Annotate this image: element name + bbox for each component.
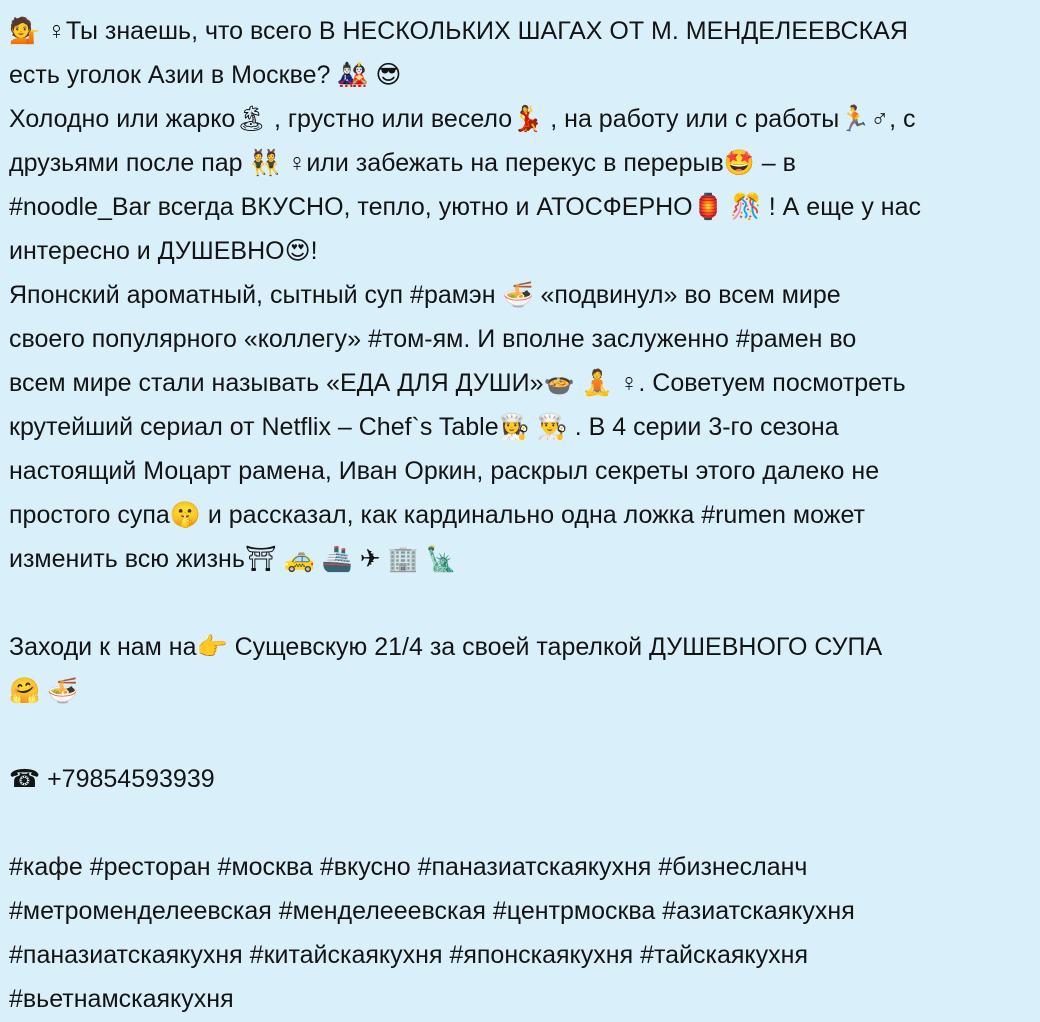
- hashtag-line: #кафе #ресторан #москва #вкусно #паназиатскаякухня #бизнесланч: [9, 853, 808, 881]
- text-line: есть уголок Азии в Москве? 🎎 😎: [9, 61, 402, 89]
- blank-line: [9, 581, 1039, 625]
- text-line: простого супа🤫 и рассказал, как кардинально одна ложка #rumen может: [9, 501, 865, 529]
- text-line: своего популярного «коллегу» #том-ям. И вполне заслуженно #рамен во: [9, 325, 857, 353]
- text-line: интересно и ДУШЕВНО😍!: [9, 237, 318, 265]
- text-line: друзьями после пар 👯 ♀или забежать на перекус в перерыв🤩 – в: [9, 149, 796, 177]
- text-line: 💁 ♀Ты знаешь, что всего В НЕСКОЛЬКИХ ШАГАХ ОТ М. МЕНДЕЛЕЕВСКАЯ: [9, 17, 908, 45]
- hashtag-line: #паназиатскаякухня #китайскаякухня #японскаякухня #тайскаякухня: [9, 941, 808, 969]
- text-line: всем мире стали называть «ЕДА ДЛЯ ДУШИ»🍲 🧘 ♀. Советуем посмотреть: [9, 369, 906, 397]
- text-line: крутейший сериал от Netflix – Chef`s Table👩‍🍳 👨‍🍳 . В 4 серии 3-го сезона: [9, 413, 839, 441]
- address-line: Заходи к нам на👉 Сущевскую 21/4 за своей тарелкой ДУШЕВНОГО СУПА: [9, 633, 883, 661]
- text-line: Холодно или жарко🏝 , грустно или весело💃 , на работу или с работы🏃♂, с: [9, 105, 916, 133]
- hashtag-line: #метроменделеевская #менделееевская #центрмосква #азиатскаякухня: [9, 897, 855, 925]
- blank-line: [9, 801, 1039, 845]
- text-line: 🤗 🍜: [9, 677, 79, 705]
- post-text: [9, 9, 1039, 1021]
- blank-line: [9, 713, 1039, 757]
- text-line: #noodle_Bar всегда ВКУСНО, тепло, уютно и АТОСФЕРНО🏮 🎊 ! А еще у нас: [9, 193, 921, 221]
- phone-line: ☎ +79854593939: [9, 765, 215, 793]
- text-line: Японский ароматный, сытный суп #рамэн 🍜 «подвинул» во всем мире: [9, 281, 841, 309]
- text-line: настоящий Моцарт рамена, Иван Оркин, раскрыл секреты этого далеко не: [9, 457, 880, 485]
- text-line: изменить всю жизнь⛩ 🚕 🚢 ✈ 🏢 🗽: [9, 545, 457, 573]
- hashtag-line: #вьетнамскаякухня: [9, 985, 234, 1013]
